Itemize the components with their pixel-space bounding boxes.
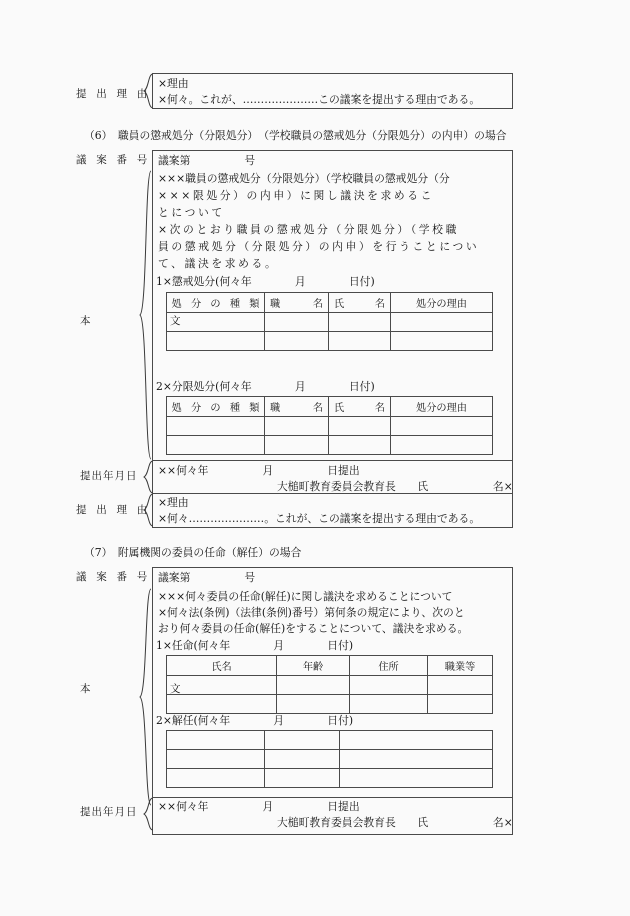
table-row [167,313,493,332]
cell [329,436,391,455]
table-header-row [167,656,493,676]
section6-heading: （6） 職員の懲戒処分（分限処分） （学校職員の懲戒処分（分限処分）の内申）の場合 [84,129,507,142]
cell [391,436,493,455]
cell [340,769,493,788]
table-row [167,417,493,436]
section6-body-label: 本 文 [80,315,193,327]
section7-body-line-2: ×何々法(条例)（法律(条例)番号）第何条の規定により、次のと [158,606,465,619]
col-post-name [265,397,329,417]
cell [428,676,493,695]
cell [277,695,350,714]
section7-bill-number-value: 議案第 号 [158,571,256,584]
cell [340,750,493,769]
cell [391,313,493,332]
cell [428,695,493,714]
cell [167,769,265,788]
col-age: 年齢 [277,656,350,676]
cell [167,676,277,695]
col-punishment-type: 処 分 の 種 類 [167,293,265,313]
col-name: 氏名 [167,656,277,676]
table-row [167,436,493,455]
cell [391,417,493,436]
section6-body-line-3: とについて [158,206,225,219]
section7-rule-above-submission [152,797,513,798]
cell [265,769,340,788]
section7-body-brace [136,588,152,806]
section6-table2-caption: 2×分限処分(何々年 月 日付) [156,380,375,393]
col-post-name-right: 名 [312,403,323,414]
cell [329,417,391,436]
col-post-name-right: 名 [312,299,323,310]
col-person-name-left: 氏 [334,299,345,310]
col-person-name-left: 氏 [334,403,345,414]
table-row [167,695,493,714]
cell [167,750,265,769]
section6-body-line-4: ×次のとおり職員の懲戒処分（分限処分）（学校職 [158,223,459,236]
col-occupation: 職業等 [428,656,493,676]
col-punishment-reason: 処分の理由 [391,397,493,417]
col-punishment-reason: 処分の理由 [391,293,493,313]
cell [265,313,329,332]
section6-table1 [166,292,493,351]
section6-table2 [166,396,493,455]
section7-submission-line-1: ××何々年 月 日提出 [158,800,360,813]
table-header-row [167,397,493,417]
section6-submission-line-2: 大槌町教育委員会教育長 氏 名× [277,480,513,493]
section6-body-line-6: て、議決を求める。 [158,257,279,270]
table-row [167,731,493,750]
section6-reason-line-1: ×理由 [158,496,189,509]
cell [265,417,329,436]
col-punishment-type: 処 分 の 種 類 [167,397,265,417]
col-person-name-right: 名 [374,299,385,310]
table-row [167,676,493,695]
cell [167,695,277,714]
section6-rule-above-submission [152,460,513,461]
section6-rule-above-reason [152,493,513,494]
cell [265,332,329,351]
table-header-row [167,293,493,313]
col-person-name-right: 名 [374,403,385,414]
col-person-name [329,397,391,417]
cell [167,436,265,455]
section6-submission-date-label: 提出年月日 [80,470,138,482]
section6-reason-line-2: ×何々…………………。これが、この議案を提出する理由である。 [158,512,481,525]
cell [265,436,329,455]
col-address: 住所 [350,656,428,676]
cell [350,676,428,695]
section6-bill-number-label: 議 案 番 号 [76,154,151,166]
cell [265,750,340,769]
section6-body-line-1: ×××職員の懲戒処分（分限処分）（学校職員の懲戒処分（分 [158,172,450,185]
cell [329,332,391,351]
cell [391,332,493,351]
table-row [167,332,493,351]
cell [167,332,265,351]
section7-submission-date-label: 提出年月日 [80,806,138,818]
col-post-name [265,293,329,313]
section7-submission-line-2: 大槌町教育委員会教育長 氏 名× [277,816,513,829]
cell [350,695,428,714]
section7-body-label: 本 文 [80,683,193,695]
section7-table2-caption: 2×解任(何々年 月 日付) [156,714,354,727]
col-person-name [329,293,391,313]
section7-body-line-1: ×××何々委員の任命(解任)に関し議決を求めることについて [158,590,453,603]
section7-bill-number-label: 議 案 番 号 [76,571,151,583]
col-post-name-left: 職 [270,299,281,310]
section7-table1-caption: 1×任命(何々年 月 日付) [156,639,354,652]
section6-table1-caption: 1×懲戒処分(何々年 月 日付) [156,275,375,288]
top-block-line-2: ×何々。これが、…………………この議案を提出する理由である。 [158,93,481,106]
section6-body-line-5: 員の懲戒処分（分限処分）の内申）を行うことについ [158,240,480,253]
section7-table2 [166,730,493,788]
section7-heading: （7） 附属機関の委員の任命（解任）の場合 [84,546,302,559]
section7-body-line-3: おり何々委員の任命(解任)をすることについて、議決を求める。 [158,622,469,635]
section6-reason-label: 提 出 理 由 [76,504,151,516]
col-post-name-left: 職 [270,403,281,414]
section6-bill-number-value: 議案第 号 [158,154,256,167]
table-row [167,750,493,769]
cell [340,731,493,750]
cell [265,731,340,750]
section6-submission-line-1: ××何々年 月 日提出 [158,464,360,477]
section6-body-line-2: ×××限処分）の内申）に関し議決を求めるこ [158,189,435,202]
top-block-line-1: ×理由 [158,77,189,90]
section7-table1 [166,655,493,714]
top-block-label: 提 出 理 由 [76,88,151,100]
table-row [167,769,493,788]
cell [277,676,350,695]
cell [329,313,391,332]
cell [167,417,265,436]
cell [167,313,265,332]
cell [167,731,265,750]
